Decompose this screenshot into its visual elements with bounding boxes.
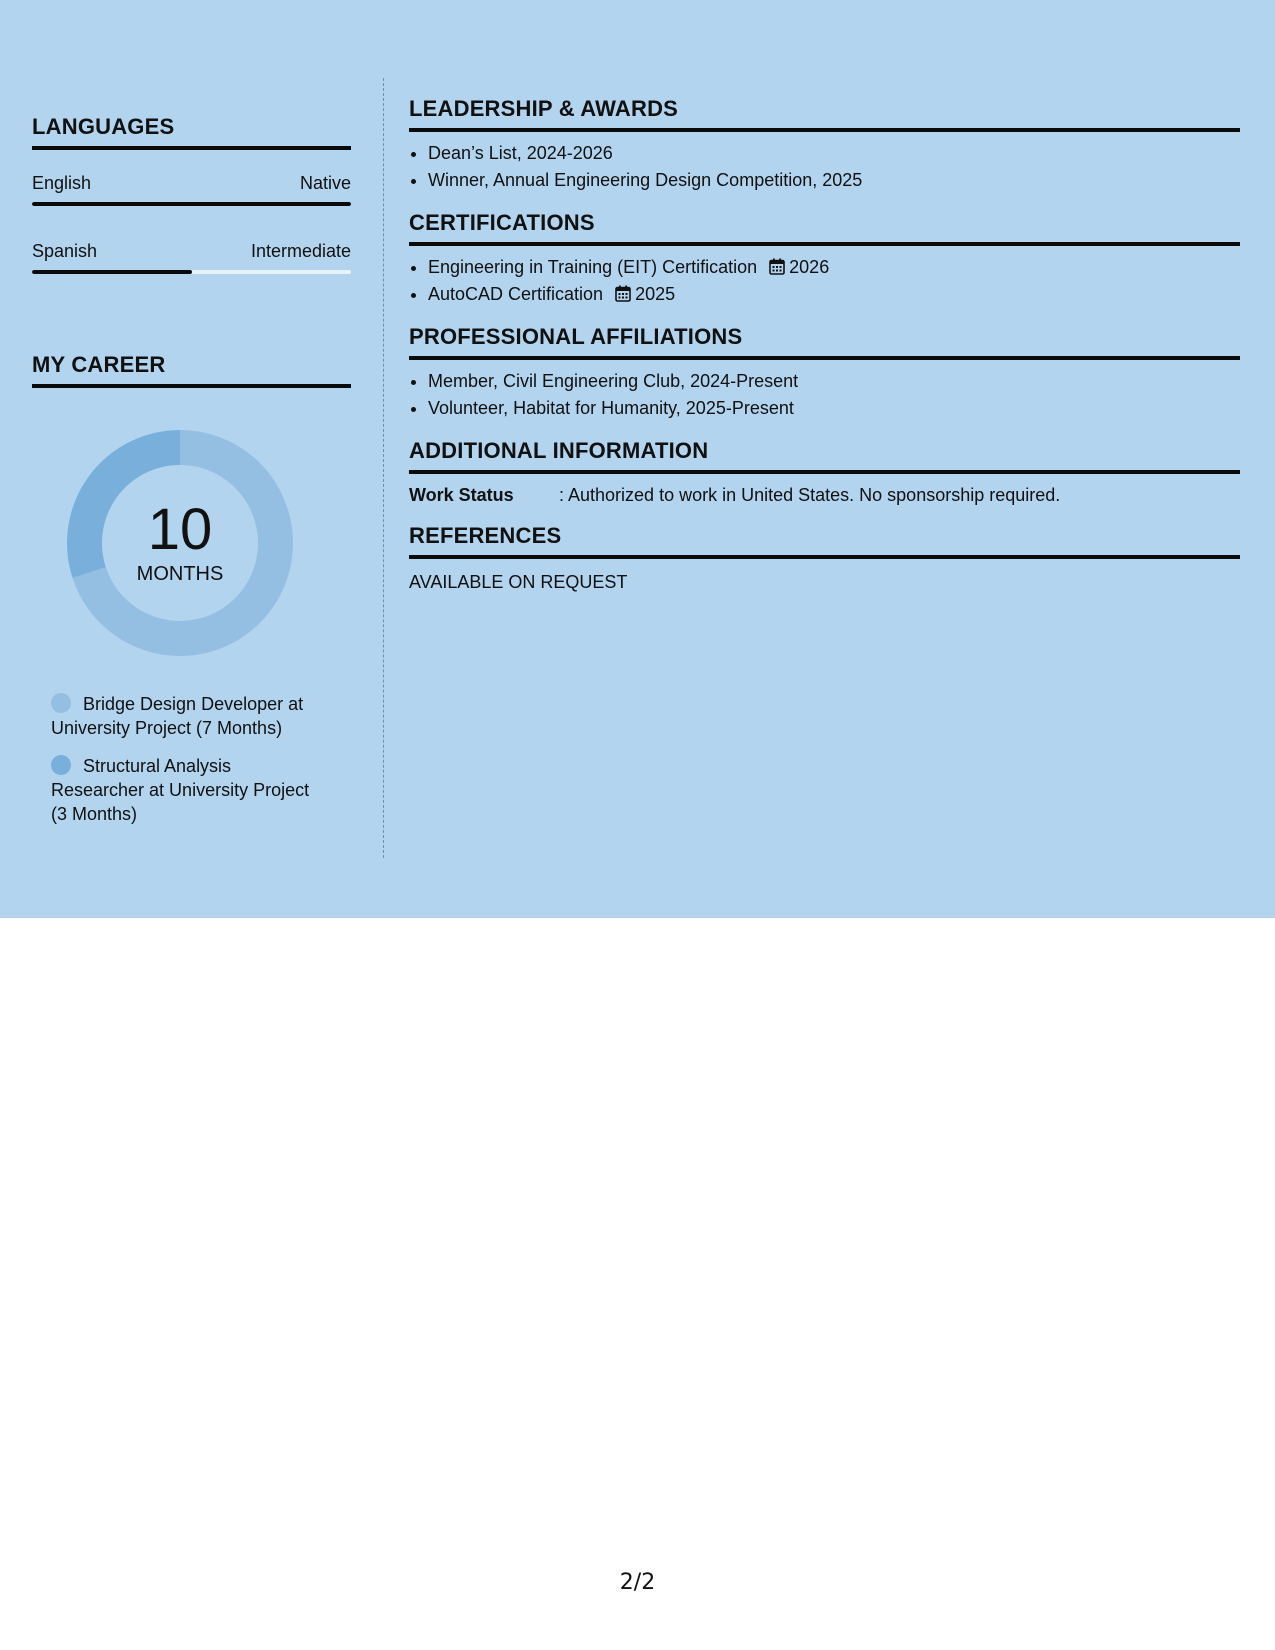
language-proficiency-fill — [32, 270, 192, 274]
left-column — [32, 78, 351, 840]
language-level: Native — [299, 173, 351, 193]
certification-name: AutoCAD Certification — [428, 284, 604, 304]
list-item: • Dean’s List, 2024-2026 — [428, 140, 1240, 167]
calendar-icon — [615, 285, 631, 302]
leadership-title: LEADERSHIP & AWARDS — [409, 96, 1240, 132]
certification-year: 2026 — [789, 257, 830, 277]
affiliations-list — [409, 368, 1240, 422]
additional-info-title: ADDITIONAL INFORMATION — [409, 438, 1240, 474]
certifications-title: CERTIFICATIONS — [409, 210, 1240, 246]
additional-info-section — [409, 438, 1240, 507]
certifications-section — [409, 210, 1240, 308]
leadership-list — [409, 140, 1240, 194]
list-item: • Member, Civil Engineering Club, 2024-Present — [428, 368, 1240, 395]
career-section — [32, 352, 351, 826]
career-total-unit: MONTHS — [136, 563, 224, 585]
language-proficiency-bar — [32, 202, 351, 206]
column-divider — [383, 78, 384, 858]
legend-item — [51, 754, 321, 826]
language-name: Spanish — [32, 241, 98, 261]
references-section — [409, 523, 1240, 594]
leadership-section — [409, 96, 1240, 194]
career-legend — [51, 692, 321, 826]
list-item: • Winner, Annual Engineering Design Competition, 2025 — [428, 167, 1240, 194]
work-status-row — [409, 483, 1240, 507]
page-number: 2/2 — [619, 1570, 656, 1595]
calendar-icon — [769, 258, 785, 275]
languages-title: LANGUAGES — [32, 114, 351, 150]
certification-year: 2025 — [635, 284, 676, 304]
languages-section — [32, 114, 351, 274]
language-name: English — [32, 173, 92, 193]
career-total-months: 10 — [147, 497, 213, 562]
legend-label: Bridge Design Developer at University Project (7 Months) — [51, 694, 304, 738]
list-item — [428, 281, 1240, 308]
legend-label: Structural Analysis Researcher at University Project (3 Months) — [51, 756, 310, 824]
affiliations-title: PROFESSIONAL AFFILIATIONS — [409, 324, 1240, 360]
career-donut-chart — [67, 430, 293, 656]
work-status-label: Work Status — [409, 485, 514, 505]
career-title: MY CAREER — [32, 352, 351, 388]
legend-dot — [51, 693, 71, 713]
language-proficiency-bar — [32, 270, 351, 274]
language-item — [32, 240, 351, 274]
certifications-list — [409, 254, 1240, 308]
language-item — [32, 172, 351, 206]
list-item: • Volunteer, Habitat for Humanity, 2025-Present — [428, 395, 1240, 422]
list-item — [428, 254, 1240, 281]
references-title: REFERENCES — [409, 523, 1240, 559]
language-level: Intermediate — [250, 241, 351, 261]
legend-dot — [51, 755, 71, 775]
right-column — [409, 78, 1240, 604]
language-proficiency-fill — [32, 202, 351, 206]
references-text: AVAILABLE ON REQUEST — [409, 572, 628, 592]
affiliations-section — [409, 324, 1240, 422]
work-status-value: : Authorized to work in United States. No sponsorship required. — [559, 485, 1061, 505]
legend-item — [51, 692, 321, 740]
certification-name: Engineering in Training (EIT) Certification — [428, 257, 758, 277]
